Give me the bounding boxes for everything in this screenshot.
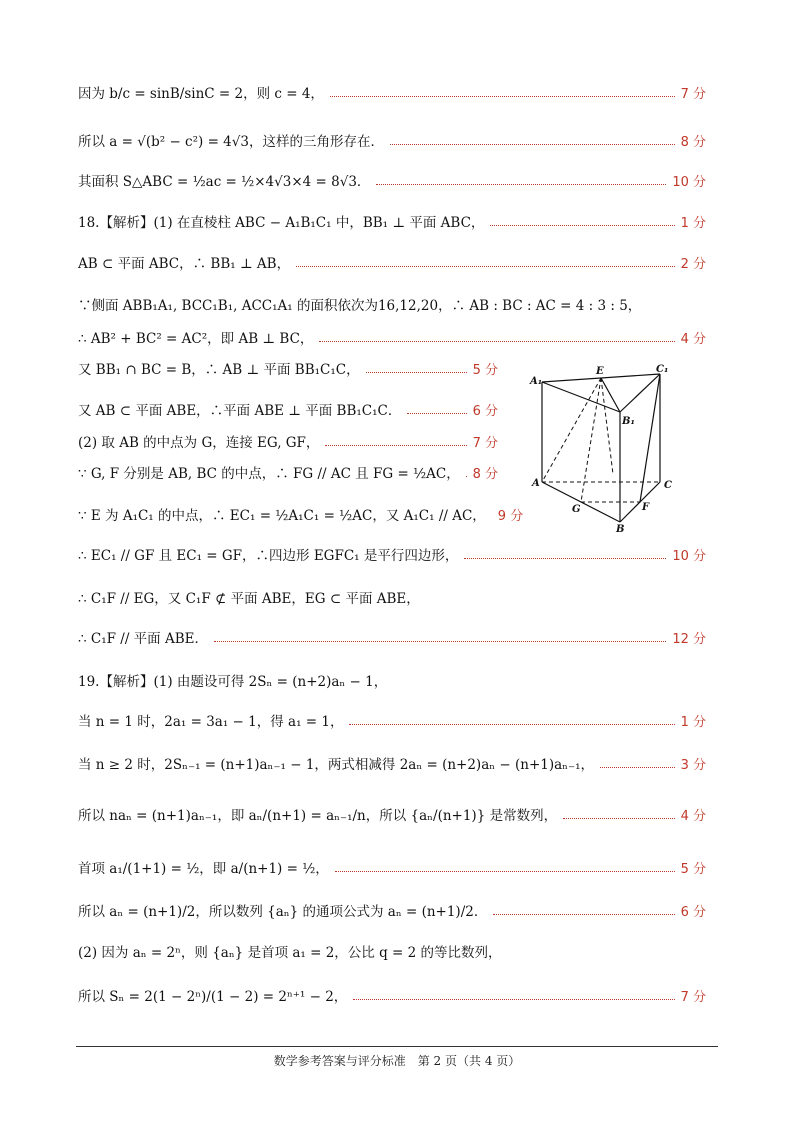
solution-line xyxy=(78,900,706,920)
score-label: 1 分 xyxy=(680,215,706,231)
score-label: 9 分 xyxy=(497,508,524,524)
line-text: ∴ EC₁ // GF 且 EC₁ = GF，∴四边形 EGFC₁ 是平行四边形， xyxy=(78,548,459,564)
line-text: 当 n ≥ 2 时，2Sₙ₋₁ = (n+1)aₙ₋₁ − 1，两式相减得 2aₙ = (n+2)aₙ − (n+1)aₙ₋₁， xyxy=(78,757,595,773)
line-text: 所以 Sₙ = 2(1 − 2ⁿ)/(1 − 2) = 2ⁿ⁺¹ − 2， xyxy=(78,989,348,1005)
solution-line xyxy=(78,462,498,482)
solution-line xyxy=(78,294,706,314)
line-text: ∴ AB² + BC² = AC²，即 AB ⊥ BC， xyxy=(78,331,314,347)
score-label: 3 分 xyxy=(680,757,706,773)
line-text: 19.【解析】(1) 由题设可得 2Sₙ = (n+2)aₙ − 1， xyxy=(78,674,388,690)
line-text: 所以 naₙ = (n+1)aₙ₋₁，即 aₙ/(n+1) = aₙ₋₁/n，所以 {aₙ/(n+1)} 是常数列， xyxy=(78,808,558,824)
leader-dots xyxy=(366,371,467,373)
solution-line xyxy=(78,587,706,607)
solution-line xyxy=(78,670,706,690)
score-label: 4 分 xyxy=(680,808,706,824)
leader-dots xyxy=(407,412,466,414)
line-text: (2) 取 AB 的中点为 G，连接 EG, GF， xyxy=(78,435,320,451)
leader-dots xyxy=(349,723,674,725)
leader-dots xyxy=(493,913,674,915)
score-label: 8 分 xyxy=(680,134,706,150)
leader-dots xyxy=(319,340,674,342)
label-A1: A₁ xyxy=(530,376,543,387)
score-label: 1 分 xyxy=(680,714,706,730)
solution-line xyxy=(78,985,706,1005)
solution-line xyxy=(78,857,706,877)
line-text: ∵ E 为 A₁C₁ 的中点，∴ EC₁ = ½A₁C₁ = ½AC，又 A₁C₁ // AC， xyxy=(78,508,486,524)
line-text: ∴ C₁F // 平面 ABE． xyxy=(78,631,208,647)
label-G: G xyxy=(572,504,581,515)
leader-dots xyxy=(214,640,666,642)
line-text: ∵ G, F 分别是 AB, BC 的中点，∴ FG // AC 且 FG = ½AC， xyxy=(78,466,460,482)
leader-dots xyxy=(353,998,674,1000)
leader-dots xyxy=(390,143,675,145)
solution-line xyxy=(78,211,706,231)
solution-line xyxy=(78,627,706,647)
score-label: 7 分 xyxy=(680,989,706,1005)
line-text: 因为 b/c = sinB/sinC = 2，则 c = 4， xyxy=(78,86,324,102)
score-label: 5 分 xyxy=(472,362,498,378)
line-text: 18.【解析】(1) 在直棱柱 ABC − A₁B₁C₁ 中，BB₁ ⊥ 平面 ABC， xyxy=(78,215,485,231)
leader-dots xyxy=(296,265,674,267)
score-label: 7 分 xyxy=(472,435,498,451)
leader-dots xyxy=(490,224,674,226)
score-label: 2 分 xyxy=(680,256,706,272)
leader-dots xyxy=(563,817,675,819)
solution-line xyxy=(78,170,706,190)
solution-line xyxy=(78,358,498,378)
label-F: F xyxy=(642,502,650,513)
leader-dots xyxy=(464,557,666,559)
leader-dots xyxy=(600,766,675,768)
label-E: E xyxy=(596,366,604,377)
line-text: (2) 因为 aₙ = 2ⁿ，则 {aₙ} 是首项 a₁ = 2，公比 q = 2 的等比数列， xyxy=(78,945,502,961)
solution-line xyxy=(78,399,498,419)
score-label: 10 分 xyxy=(672,174,706,190)
label-C1: C₁ xyxy=(656,364,669,375)
solution-line xyxy=(78,710,706,730)
line-text: AB ⊂ 平面 ABC，∴ BB₁ ⊥ AB， xyxy=(78,256,291,272)
page-footer: 数学参考答案与评分标准 第 2 页（共 4 页） xyxy=(273,1054,521,1068)
solution-line xyxy=(78,82,706,102)
leader-dots xyxy=(376,183,666,185)
line-text: 其面积 S△ABC = ½ac = ½×4√3×4 = 8√3． xyxy=(78,174,371,190)
line-text: 当 n = 1 时，2a₁ = 3a₁ − 1，得 a₁ = 1， xyxy=(78,714,344,730)
solution-line xyxy=(78,544,706,564)
solution-line xyxy=(78,941,706,961)
line-text: ∴ C₁F // EG，又 C₁F ⊄ 平面 ABE，EG ⊂ 平面 ABE， xyxy=(78,591,420,607)
line-text: 又 BB₁ ∩ BC = B，∴ AB ⊥ 平面 BB₁C₁C， xyxy=(78,362,360,378)
solution-line xyxy=(78,504,524,524)
score-label: 5 分 xyxy=(680,861,706,877)
prism-figure xyxy=(528,364,678,534)
score-label: 12 分 xyxy=(672,631,706,647)
line-text: 首项 a₁/(1+1) = ½，即 a/(n+1) = ½， xyxy=(78,861,329,877)
solution-line xyxy=(78,130,706,150)
line-text: ∵侧面 ABB₁A₁, BCC₁B₁, ACC₁A₁ 的面积依次为16,12,20，∴ AB : BC : AC = 4 : 3 : 5， xyxy=(78,298,642,314)
line-text: 所以 aₙ = (n+1)/2，所以数列 {aₙ} 的通项公式为 aₙ = (n+1)/2． xyxy=(78,904,488,920)
solution-line xyxy=(78,252,706,272)
line-text: 所以 a = √(b² − c²) = 4√3，这样的三角形存在． xyxy=(78,134,384,150)
leader-dots xyxy=(325,444,466,446)
score-label: 10 分 xyxy=(672,548,706,564)
label-B: B xyxy=(616,524,625,534)
solution-line xyxy=(78,431,498,451)
score-label: 8 分 xyxy=(472,466,498,482)
score-label: 4 分 xyxy=(680,331,706,347)
line-text: 又 AB ⊂ 平面 ABE，∴平面 ABE ⊥ 平面 BB₁C₁C． xyxy=(78,403,402,419)
score-label: 7 分 xyxy=(680,86,706,102)
leader-dots xyxy=(466,475,467,477)
solution-line xyxy=(78,804,706,824)
score-label: 6 分 xyxy=(472,403,498,419)
score-label: 6 分 xyxy=(680,904,706,920)
solution-line xyxy=(78,327,706,347)
leader-dots xyxy=(335,870,675,872)
solution-line xyxy=(78,753,706,773)
leader-dots xyxy=(330,95,675,97)
label-B1: B₁ xyxy=(622,416,635,427)
label-A: A xyxy=(532,478,540,489)
label-C: C xyxy=(664,480,672,491)
footer-rule xyxy=(76,1046,718,1047)
